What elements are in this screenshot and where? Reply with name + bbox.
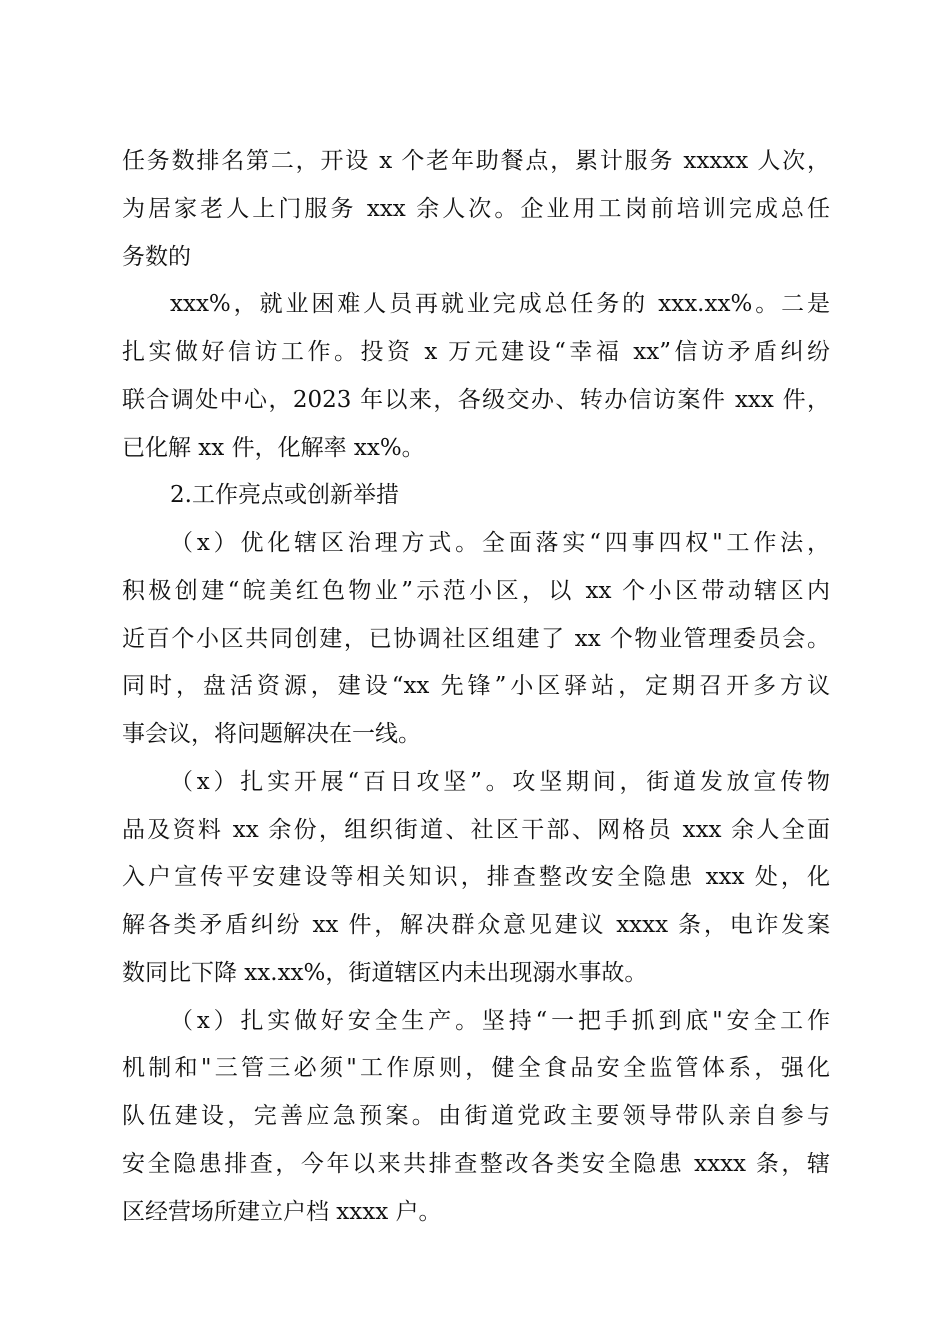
text-line: 2.工作亮点或创新举措 <box>170 482 399 509</box>
text-line: （x）扎实开展“百日攻坚”。攻坚期间，街道发放宣传物 <box>170 768 830 795</box>
text-line: 任务数排名第二，开设 x 个老年助餐点，累计服务 xxxxx 人次， <box>122 148 830 174</box>
text-line: 事会议，将问题解决在一线。 <box>122 721 421 747</box>
text-line: 扎实做好信访工作。投资 x 万元建设“幸福 xx”信访矛盾纠纷 <box>122 339 830 365</box>
text-line: 务数的 <box>122 243 191 270</box>
text-line: 近百个小区共同创建，已协调社区组建了 xx 个物业管理委员会。 <box>122 625 830 652</box>
text-line: 品及资料 xx 余份，组织街道、社区干部、网格员 xxx 余人全面 <box>122 816 830 843</box>
text-line: 同时，盘活资源，建设“xx 先锋”小区驿站，定期召开多方议 <box>122 673 830 700</box>
text-line: （x）扎实做好安全生产。坚持“一把手抓到底"安全工作 <box>170 1007 830 1034</box>
text-line: 联合调处中心，2023 年以来，各级交办、转办信访案件 xxx 件， <box>122 386 830 413</box>
text-line: 积极创建“皖美红色物业”示范小区，以 xx 个小区带动辖区内 <box>122 577 830 604</box>
text-line: 队伍建设，完善应急预案。由街道党政主要领导带队亲自参与 <box>122 1103 830 1129</box>
text-line: xxx%，就业困难人员再就业完成总任务的 xxx.xx%。二是 <box>170 291 830 318</box>
text-line: 解各类矛盾纠纷 xx 件，解决群众意见建议 xxxx 条，电诈发案 <box>122 912 830 938</box>
text-line: （x）优化辖区治理方式。全面落实“四事四权"工作法， <box>170 530 830 556</box>
text-line: 为居家老人上门服务 xxx 余人次。企业用工岗前培训完成总任 <box>122 195 830 222</box>
text-line: 安全隐患排查，今年以来共排查整改各类安全隐患 xxxx 条，辖 <box>122 1150 830 1177</box>
text-line: 区经营场所建立户档 xxxx 户。 <box>122 1198 442 1225</box>
text-line: 已化解 xx 件，化解率 xx%。 <box>122 434 425 461</box>
text-line: 机制和"三管三必须"工作原则，健全食品安全监管体系，强化 <box>122 1055 830 1082</box>
text-line: 入户宣传平安建设等相关知识，排查整改安全隐患 xxx 处，化 <box>122 864 830 891</box>
document-body <box>122 138 830 1236</box>
text-line: 数同比下降 xx.xx%，街道辖区内未出现溺水事故。 <box>122 959 648 986</box>
